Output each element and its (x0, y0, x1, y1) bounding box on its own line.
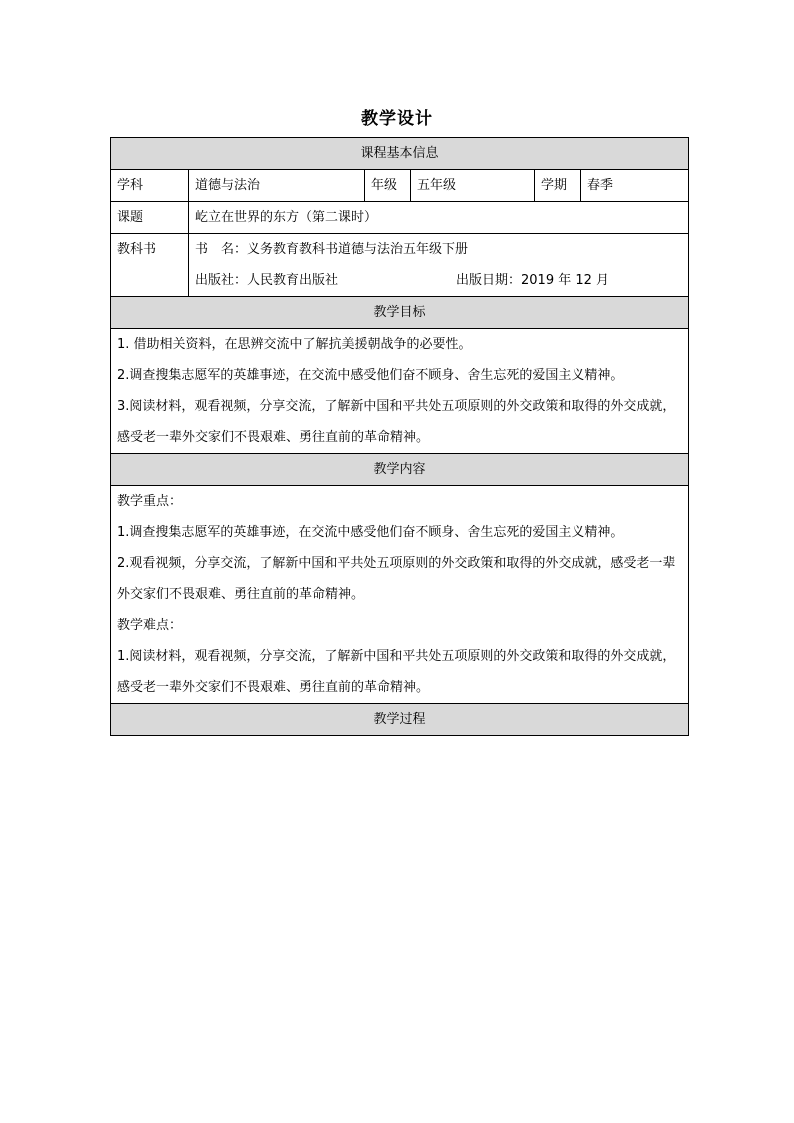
subject-row (111, 170, 689, 202)
objective-item: 1. 借助相关资料，在思辨交流中了解抗美援朝战争的必要性。 (117, 337, 472, 352)
topic-value: 屹立在世界的东方（第二课时） (189, 202, 689, 234)
publish-date: 出版日期：2019 年 12 月 (456, 273, 610, 288)
content-header-row (111, 454, 689, 486)
grade-label: 年级 (365, 170, 411, 202)
objectives-header-row (111, 297, 689, 329)
objective-item: 2.调查搜集志愿军的英雄事迹，在交流中感受他们奋不顾身、舍生忘死的爱国主义精神。 (117, 368, 624, 383)
process-header: 教学过程 (111, 704, 689, 736)
basic-info-header-row (111, 138, 689, 170)
textbook-row (111, 234, 689, 297)
textbook-info (189, 234, 689, 297)
key-point-item: 2.观看视频，分享交流，了解新中国和平共处五项原则的外交政策和取得的外交成就，感受老一辈外交家们不畏艰难、勇往直前的革命精神。 (117, 556, 676, 602)
key-point-item: 1.调查搜集志愿军的英雄事迹，在交流中感受他们奋不顾身、舍生忘死的爱国主义精神。 (117, 525, 624, 540)
publish-info (195, 265, 682, 296)
basic-info-header: 课程基本信息 (111, 138, 689, 170)
content-header: 教学内容 (111, 454, 689, 486)
book-name: 书 名：义务教育教科书道德与法治五年级下册 (195, 242, 469, 257)
objectives-list (111, 329, 689, 454)
key-points-label: 教学重点： (117, 494, 183, 509)
objective-item: 3.阅读材料，观看视频，分享交流，了解新中国和平共处五项原则的外交政策和取得的外交成就，感受老一辈外交家们不畏艰难、勇往直前的革命精神。 (117, 399, 676, 445)
topic-label: 课题 (111, 202, 189, 234)
textbook-label: 教科书 (111, 234, 189, 297)
term-value: 春季 (581, 170, 689, 202)
term-label: 学期 (535, 170, 581, 202)
difficult-points-label: 教学难点： (117, 618, 183, 633)
content-row (111, 486, 689, 704)
grade-value: 五年级 (411, 170, 535, 202)
publisher: 出版社：人民教育出版社 (195, 273, 339, 288)
lesson-plan-table (110, 137, 689, 736)
subject-label: 学科 (111, 170, 189, 202)
topic-row (111, 202, 689, 234)
difficult-point-item: 1.阅读材料，观看视频，分享交流，了解新中国和平共处五项原则的外交政策和取得的外交成就，感受老一辈外交家们不畏艰难、勇往直前的革命精神。 (117, 649, 676, 695)
subject-value: 道德与法治 (189, 170, 365, 202)
document-title: 教学设计 (361, 109, 433, 129)
objectives-row (111, 329, 689, 454)
content-body (111, 486, 689, 704)
process-header-row (111, 704, 689, 736)
objectives-header: 教学目标 (111, 297, 689, 329)
